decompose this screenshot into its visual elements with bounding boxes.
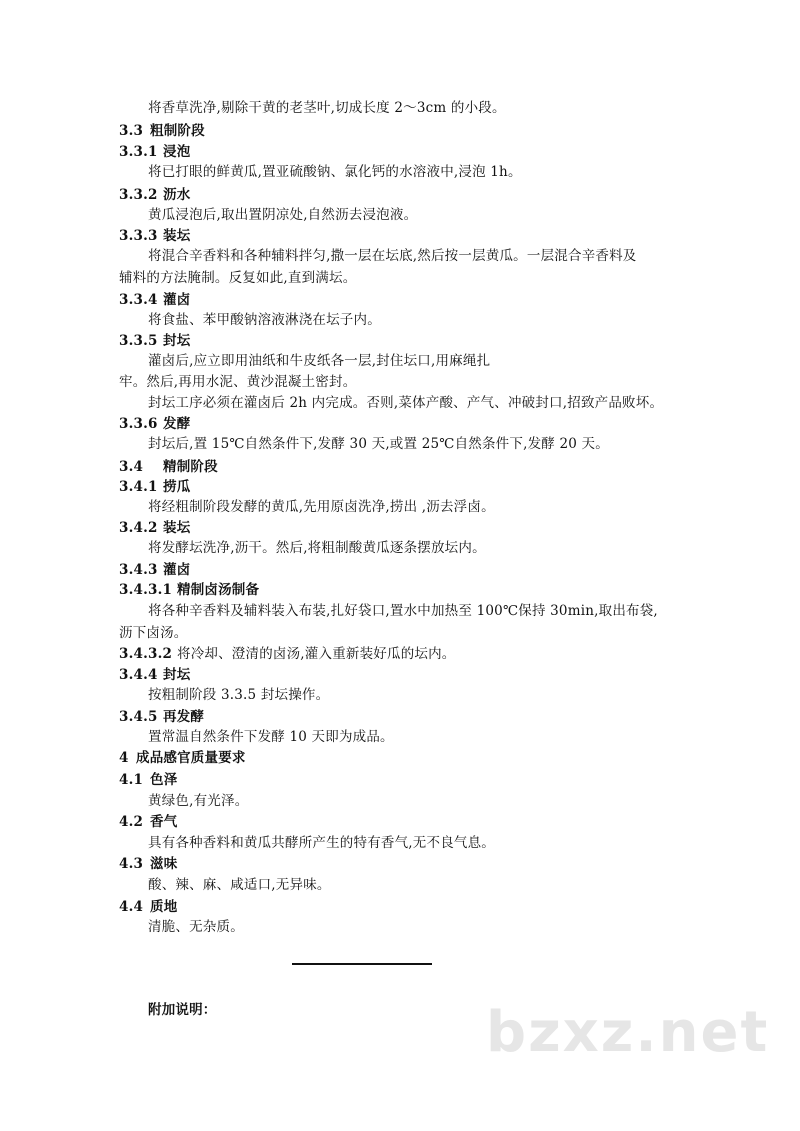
- section-heading-3-4-1: [119, 477, 190, 497]
- section-title: 滋味: [150, 856, 178, 872]
- section-number: 3.4.5: [119, 709, 158, 725]
- paragraph-4-1: 黄绿色,有光泽。: [148, 793, 249, 809]
- section-title: 精制阶段: [163, 459, 218, 475]
- paragraph-3-3-6: 封坛后,置 15℃自然条件下,发酵 30 天,或置 25℃自然条件下,发酵 20 天。: [148, 436, 609, 452]
- section-number: 4.3: [119, 856, 144, 872]
- section-title: 浸泡: [163, 144, 191, 160]
- paragraph-3-3-2: 黄瓜浸泡后,取出置阴凉处,自然沥去浸泡液。: [148, 207, 418, 223]
- section-heading-3-4-3: [119, 560, 190, 580]
- section-number: 3.4.2: [119, 520, 158, 536]
- section-title: 封坛: [163, 333, 191, 349]
- section-number: 3.4.1: [119, 479, 158, 495]
- section-number: 4.1: [119, 772, 144, 788]
- paragraph-3-3-5-line-1: 灌卤后,应立即用油纸和牛皮纸各一层,封住坛口,用麻绳扎: [148, 353, 491, 369]
- paragraph-3-3-5-line-3: 封坛工序必须在灌卤后 2h 内完成。否则,菜体产酸、产气、冲破封口,招致产品败坏。: [148, 395, 664, 411]
- paragraph-3-3-4: 将食盐、苯甲酸钠溶液淋浇在坛子内。: [148, 312, 381, 328]
- section-heading-4-4: [119, 897, 177, 917]
- section-title: 封坛: [163, 667, 191, 683]
- watermark-text: bzxz.net: [486, 1000, 770, 1065]
- paragraph-3-3-1: 将已打眼的鲜黄瓜,置亚硫酸钠、氯化钙的水溶液中,浸泡 1h。: [148, 164, 522, 180]
- appendix-label: 附加说明：: [148, 1002, 217, 1018]
- section-heading-3-4-3-2: [119, 644, 456, 664]
- end-rule-divider: [292, 963, 432, 965]
- section-title: 灌卤: [163, 292, 191, 308]
- section-title: 灌卤: [163, 562, 191, 578]
- section-number: 4: [119, 750, 129, 766]
- section-number: 3.4.3.2: [119, 646, 173, 662]
- section-heading-3-3-5: [119, 331, 190, 351]
- paragraph-4-3: 酸、辣、麻、咸适口,无异味。: [148, 877, 331, 893]
- section-number: 4.4: [119, 899, 144, 915]
- section-heading-3-3-6: [119, 414, 190, 434]
- section-heading-3-4-2: [119, 518, 190, 538]
- section-heading-3-3-1: [119, 142, 190, 162]
- section-heading-3-4: [119, 457, 218, 477]
- section-heading-3-4-4: [119, 665, 190, 685]
- paragraph-3-4-1: 将经粗制阶段发酵的黄瓜,先用原卤洗净,捞出 ,沥去浮卤。: [148, 499, 495, 515]
- paragraph-intro: 将香草洗净,剔除干黄的老茎叶,切成长度 2～3cm 的小段。: [148, 100, 506, 116]
- section-number: 3.4.3.1: [119, 582, 173, 598]
- section-heading-3-4-5: [119, 707, 204, 727]
- section-title: 精制卤汤制备: [177, 582, 260, 598]
- section-heading-4-1: [119, 770, 177, 790]
- section-title: 粗制阶段: [150, 123, 205, 139]
- section-number: 3.4.3: [119, 562, 158, 578]
- paragraph-3-4-3-1-line-2: 沥下卤汤。: [119, 625, 188, 641]
- section-heading-4-3: [119, 854, 177, 874]
- section-title: 成品感官质量要求: [136, 750, 246, 766]
- paragraph-3-4-5: 置常温自然条件下发酵 10 天即为成品。: [148, 729, 394, 745]
- section-number: 3.3.6: [119, 416, 158, 432]
- section-title: 捞瓜: [163, 479, 191, 495]
- section-heading-4-2: [119, 812, 177, 832]
- section-number: 3.3.2: [119, 187, 158, 203]
- paragraph-4-4: 清脆、无杂质。: [148, 919, 244, 935]
- section-number: 3.3.1: [119, 144, 158, 160]
- paragraph-3-3-3-line-2: 辅料的方法腌制。反复如此,直到满坛。: [119, 270, 357, 286]
- section-number: 3.4: [119, 459, 144, 475]
- paragraph-3-4-4: 按粗制阶段 3.3.5 封坛操作。: [148, 687, 330, 703]
- section-heading-4: [119, 748, 246, 768]
- paragraph-3-3-3-line-1: 将混合辛香料和各种辅料拌匀,撒一层在坛底,然后按一层黄瓜。一层混合辛香料及: [148, 248, 637, 264]
- section-title: 装坛: [163, 520, 191, 536]
- section-heading-3-4-3-1: [119, 580, 259, 600]
- section-number: 3.3.4: [119, 292, 158, 308]
- section-number: 3.3.3: [119, 228, 158, 244]
- section-title: 香气: [150, 814, 178, 830]
- section-heading-3-3-4: [119, 290, 190, 310]
- section-title: 再发酵: [163, 709, 205, 725]
- paragraph-3-4-2: 将发酵坛洗净,沥干。然后,将粗制酸黄瓜逐条摆放坛内。: [148, 540, 486, 556]
- paragraph-3-3-5-line-2: 牢。然后,再用水泥、黄沙混凝土密封。: [119, 374, 357, 390]
- paragraph-3-4-3-1-line-1: 将各种辛香料及辅料装入布装,扎好袋口,置水中加热至 100℃保持 30min,取出布袋,: [148, 603, 658, 619]
- section-title: 色泽: [150, 772, 178, 788]
- section-text: 将冷却、澄清的卤汤,灌入重新装好瓜的坛内。: [177, 646, 456, 662]
- section-number: 4.2: [119, 814, 144, 830]
- section-title: 质地: [150, 899, 178, 915]
- section-title: 装坛: [163, 228, 191, 244]
- section-heading-3-3: [119, 121, 205, 141]
- paragraph-4-2: 具有各种香料和黄瓜共酵所产生的特有香气,无不良气息。: [148, 835, 495, 851]
- section-title: 发酵: [163, 416, 191, 432]
- section-title: 沥水: [163, 187, 191, 203]
- section-heading-3-3-3: [119, 226, 190, 246]
- section-number: 3.3: [119, 123, 144, 139]
- section-heading-3-3-2: [119, 185, 190, 205]
- section-number: 3.4.4: [119, 667, 158, 683]
- section-number: 3.3.5: [119, 333, 158, 349]
